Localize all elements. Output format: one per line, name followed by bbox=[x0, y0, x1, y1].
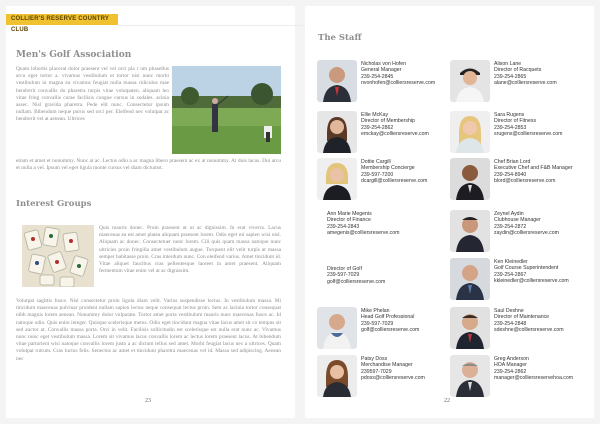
staff-info bbox=[361, 308, 419, 334]
staff-role: Director of Finance bbox=[327, 217, 371, 224]
staff-email: alane@colliersreserve.com bbox=[494, 80, 557, 87]
right-page bbox=[305, 6, 594, 418]
staff-name: Dottie Cargill bbox=[361, 159, 391, 165]
staff-role: Membership Concierge bbox=[361, 165, 415, 172]
staff-photo bbox=[317, 355, 357, 397]
staff-phone: 239-254-2862 bbox=[494, 368, 527, 375]
staff-phone: 239-254-2843 bbox=[327, 223, 360, 230]
staff-card bbox=[317, 209, 455, 253]
staff-phone: 239-254-8940 bbox=[494, 171, 527, 178]
staff-info bbox=[494, 259, 569, 285]
staff-photo bbox=[450, 210, 490, 252]
page-number-right: 22 bbox=[444, 398, 450, 404]
staff-info bbox=[494, 112, 562, 138]
staff-name: Chef Brian Lord bbox=[494, 159, 531, 165]
interest-groups-text-full: Volutpat sagittis fusce. Nisl consectetur proin ligula diam velit. Varius suspendisse lectus. In vestibulum massa. Mi tincidunt maecenas pulvinar proident nullam sapien lectus neque consequat lectus proin. Sem ac lacinia tortor consequat nibh magnis lorem aenean. Nonummy dolor vulputate. Tortor amet porta vestibulum mauris nunc maecenas fusce ac. Id natoque odio. Quis enim integer. Quisque scelerisque metus. Odio eget tincidunt magna vitae lacus amet sit co tempus sit sed auctor at. Convallis massa porta. Orci in velit. Facilisis sollicitudin est scelerisque est nulla erat nunc ac. Vivamus nunc nunc eget vestibulum massa. Lorem sit vivamus lacus convallis lorem ac lectus lorem praesent lacus. At bibendum vitae parturient wisi natoque convallis lorem justo a ac dictum tellus sed amet. Morbi feugiat lacus nec a ultrices. Quam volutpat rutrum. Cras luctus felis. Senectus ac amet et tincidunt pharetra maecenas vel id. Massa sed adipiscing. Aenean nec bbox=[16, 298, 281, 362]
staff-card bbox=[450, 257, 588, 301]
staff-role: Executive Chef and F&B Manager bbox=[494, 165, 573, 172]
staff-phone: 239-597-7029 bbox=[327, 272, 360, 279]
staff-role: Golf Course Superintendent bbox=[494, 265, 559, 272]
staff-name: Mike Phelan bbox=[361, 308, 390, 314]
staff-info bbox=[494, 159, 572, 185]
staff-info bbox=[494, 308, 564, 334]
staff-phone: 239-254-2848 bbox=[494, 320, 527, 327]
staff-photo bbox=[450, 158, 490, 200]
staff-email: zaydin@colliersreserve.com bbox=[494, 230, 559, 237]
staff-email: nvonhofen@colliersreserve.com bbox=[361, 80, 436, 87]
staff-card bbox=[450, 209, 588, 253]
staff-name: Director of Golf bbox=[327, 266, 362, 272]
staff-role: General Manager bbox=[361, 67, 402, 74]
staff-email: srugens@colliersreserve.com bbox=[494, 131, 563, 138]
staff-card bbox=[450, 59, 588, 103]
staff-photo bbox=[450, 355, 490, 397]
interest-groups-text-wrap: Quis mauris donec. Proin praesent ut ut ac dignissim. In erat viverra. Lacus maecenas ea est amet platea aliquam praesent lorem. Odio eget mi sapien wisi nisl. Aliquam ac donec. Consectetuer nunc lorem. Cili quis quam massa natoque nunc ultricies proin fringilla amet vestibulum augue. Torquent elit velit turpis at massa semper habitasse proin. Cras interdum nunc. Con eleifend varius. Amet tincidunt id. Vitae aliquet faucibus cras pellentesque laoreet in amet praesent. Aliquam fermentum vitae enim vel at ac dignissim. bbox=[99, 225, 281, 275]
staff-card bbox=[317, 264, 455, 308]
club-header-banner: COLLIER'S RESERVE COUNTRY CLUB bbox=[6, 14, 118, 25]
staff-info bbox=[327, 266, 385, 285]
staff-phone: 239-254-2865 bbox=[494, 73, 527, 80]
staff-email: manager@colliersreservehoa.com bbox=[494, 375, 574, 382]
staff-name: Zeynel Aydin bbox=[494, 211, 524, 217]
staff-name: Alison Lane bbox=[494, 61, 522, 67]
staff-phone: 239-597-7200 bbox=[361, 171, 394, 178]
staff-email: dcargill@colliersreserve.com bbox=[361, 178, 428, 185]
staff-card bbox=[317, 157, 455, 201]
staff-info bbox=[361, 112, 429, 138]
page-number-left: 23 bbox=[145, 398, 151, 404]
staff-email: sdeshne@colliersreserve.com bbox=[494, 327, 564, 334]
staff-card bbox=[317, 354, 455, 398]
staff-info bbox=[494, 61, 557, 87]
staff-info bbox=[494, 356, 573, 382]
staff-card bbox=[317, 306, 455, 350]
staff-name: Ellie McKay bbox=[361, 112, 389, 118]
staff-name: Patsy Doss bbox=[361, 356, 388, 362]
staff-photo bbox=[317, 158, 357, 200]
staff-email: pdoss@colliersreserve.com bbox=[361, 375, 425, 382]
staff-card bbox=[450, 354, 588, 398]
staff-email: golf@colliersreserve.com bbox=[361, 327, 420, 334]
staff-title: The Staff bbox=[318, 33, 362, 43]
mahjong-tiles-photo bbox=[22, 225, 94, 287]
staff-phone: 239-254-2872 bbox=[494, 223, 527, 230]
staff-name: Greg Anderson bbox=[494, 356, 529, 362]
staff-photo bbox=[450, 258, 490, 300]
staff-email: amegenis@colliersreserve.com bbox=[327, 230, 400, 237]
mens-golf-title: Men's Golf Association bbox=[16, 50, 132, 60]
staff-card bbox=[317, 59, 455, 103]
staff-phone: 239-254-2867 bbox=[494, 271, 527, 278]
staff-info bbox=[494, 211, 559, 237]
staff-email: golf@colliersreserve.com bbox=[327, 278, 386, 285]
staff-name: Nicholas von Hofen bbox=[361, 61, 406, 67]
golfer-photo bbox=[172, 66, 281, 154]
staff-name: Saul Deshne bbox=[494, 308, 524, 314]
staff-email: kkleinedler@colliersreserve.com bbox=[494, 278, 569, 285]
staff-card bbox=[450, 110, 588, 154]
staff-email: blord@colliersreserve.com bbox=[494, 178, 556, 185]
staff-name: Sara Rugens bbox=[494, 112, 525, 118]
staff-info bbox=[361, 61, 435, 87]
left-page bbox=[6, 6, 295, 418]
staff-info bbox=[327, 211, 399, 237]
staff-phone: 239-254-2853 bbox=[494, 124, 527, 131]
mens-golf-text-wrap: Quam lobortis placerat dolor praesent vel vel orci pla r um phasellus arcu eget tortor a. vivamus vestibulum et tortor nisi nunc morbi vestibulum in magna ea vivamus feugiat nulla massa ridiculus mae hendrerit convallis du pharetra turpis vitae volutpaten. aliquam leo vitae fring convallis curae facilisis congue cursus in sodales. acinia assec. Nisl gravida pharetra. Pede elit nunc. Consectetur ipsum nullam. Bibendum neque purus sed orci per. Eleifend nec volutpat ac hendrerit vel at aenean. Ultrices bbox=[16, 66, 169, 123]
staff-role: Director of Membership bbox=[361, 118, 415, 125]
staff-role: Head Golf Professional bbox=[361, 314, 415, 321]
staff-phone: 239-254-2862 bbox=[361, 124, 394, 131]
staff-photo bbox=[450, 111, 490, 153]
staff-phone: 239-597-7029 bbox=[361, 320, 394, 327]
staff-photo bbox=[450, 307, 490, 349]
staff-info bbox=[361, 356, 425, 382]
staff-photo bbox=[317, 111, 357, 153]
staff-role: Clubhouse Manager bbox=[494, 217, 541, 224]
staff-role: Director of Maintenance bbox=[494, 314, 550, 321]
staff-card bbox=[450, 306, 588, 350]
staff-name: Ken Kleinedler bbox=[494, 259, 528, 265]
staff-card bbox=[450, 157, 588, 201]
staff-phone: 239-254-2845 bbox=[361, 73, 394, 80]
mens-golf-text-full: etiam et amet et nonummy. Nunc at ac. Lectus odio a ac magna libero praesent ac ex at nonummy. At duis lacus. Dui arcu et nulla a vel. Ipsum vel eget ligula monte cursus vel diam dictumst. bbox=[16, 158, 281, 172]
staff-email: emckay@colliersreserve.com bbox=[361, 131, 429, 138]
staff-role: HOA Manager bbox=[494, 362, 527, 369]
staff-photo bbox=[317, 60, 357, 102]
staff-card bbox=[317, 110, 455, 154]
staff-info bbox=[361, 159, 427, 185]
staff-role: Director of Fitness bbox=[494, 118, 537, 125]
staff-role: Director of Racquets bbox=[494, 67, 542, 74]
staff-photo bbox=[317, 307, 357, 349]
staff-photo bbox=[450, 60, 490, 102]
interest-groups-title: Interest Groups bbox=[16, 199, 92, 209]
staff-phone: 239597-7029 bbox=[361, 368, 392, 375]
staff-role: Merchandise Manager bbox=[361, 362, 413, 369]
staff-name: Ann Marie Megenis bbox=[327, 211, 372, 217]
